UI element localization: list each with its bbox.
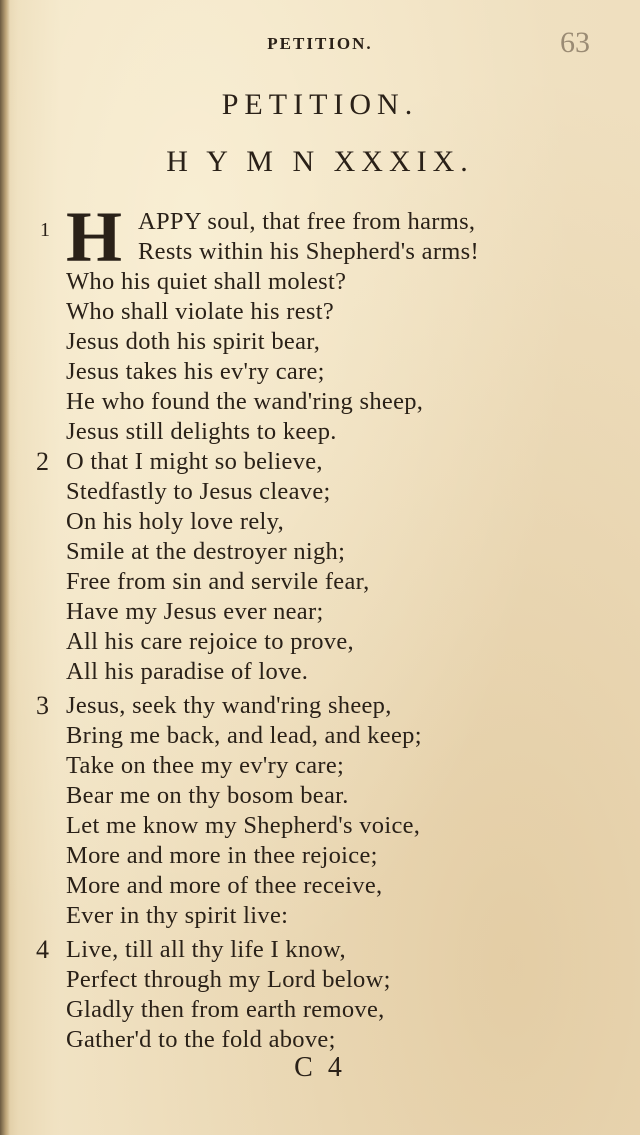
verse-line: On his holy love rely,: [66, 508, 284, 535]
verse-line: Jesus, seek thy wand'ring sheep,: [66, 692, 392, 719]
verse-line: Jesus doth his spirit bear,: [66, 328, 321, 355]
signature-mark: C 4: [294, 1052, 346, 1083]
hymn-number: H Y M N XXXIX.: [166, 145, 474, 178]
verse-line: O that I might so believe,: [66, 448, 323, 475]
running-head: PETITION.: [267, 34, 373, 53]
verse-number: 1: [40, 219, 50, 241]
verse-4: [36, 935, 391, 1055]
verse-line: All his care rejoice to prove,: [66, 628, 354, 655]
page-number: 63: [560, 26, 590, 59]
verse-line: Who his quiet shall molest?: [66, 268, 347, 295]
verse-line: Who shall violate his rest?: [66, 298, 335, 325]
verse-line: More and more in thee rejoice;: [66, 842, 378, 869]
verse-1: [40, 197, 479, 447]
verse-2: [36, 447, 370, 687]
verse-3: [36, 691, 422, 931]
verse-line: Bear me on thy bosom bear.: [66, 782, 349, 809]
verse-line: All his paradise of love.: [66, 658, 309, 685]
verse-line: Ever in thy spirit live:: [66, 902, 289, 929]
verse-line: Have my Jesus ever near;: [66, 598, 324, 625]
verse-line: Smile at the destroyer nigh;: [66, 538, 346, 565]
verse-line: Bring me back, and lead, and keep;: [66, 722, 422, 749]
verse-number: 3: [36, 691, 49, 720]
verse-line: Stedfastly to Jesus cleave;: [66, 478, 331, 505]
verse-line: Free from sin and servile fear,: [66, 568, 370, 595]
verse-number: 4: [36, 935, 49, 964]
section-title: PETITION.: [221, 88, 419, 121]
verse-line: More and more of thee receive,: [66, 872, 383, 899]
verse-line: Live, till all thy life I know,: [66, 936, 346, 963]
verse-line: Jesus takes his ev'ry care;: [66, 358, 325, 385]
verse-line: Rests within his Shepherd's arms!: [138, 238, 479, 265]
verse-line: Let me know my Shepherd's voice,: [66, 812, 421, 839]
verse-line: Take on thee my ev'ry care;: [66, 752, 345, 779]
verse-line: Gather'd to the fold above;: [66, 1026, 336, 1053]
verse-line: Jesus still delights to keep.: [66, 418, 337, 445]
verse-number: 2: [36, 447, 49, 476]
drop-cap: H: [66, 197, 123, 277]
verse-line: APPY soul, that free from harms,: [138, 208, 476, 235]
verse-line: Gladly then from earth remove,: [66, 996, 385, 1023]
verse-line: He who found the wand'ring sheep,: [66, 388, 424, 415]
verse-line: Perfect through my Lord below;: [66, 966, 391, 993]
